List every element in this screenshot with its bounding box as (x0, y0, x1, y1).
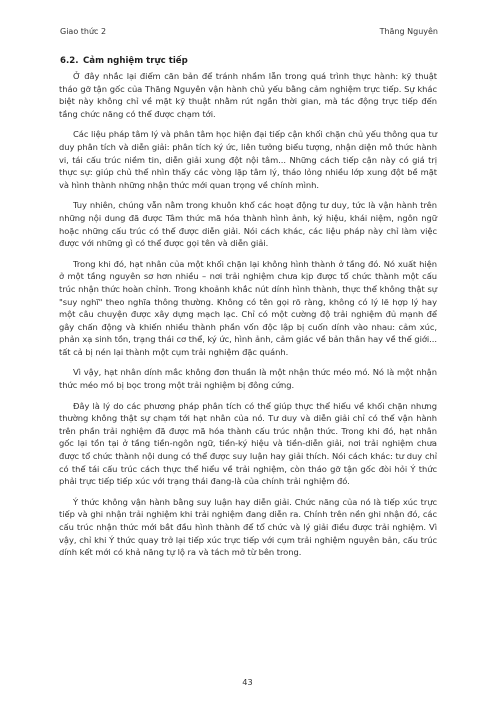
header-book-title: Giao thức 2 (60, 27, 107, 36)
section-heading (60, 56, 188, 66)
page-number: 43 (242, 677, 253, 687)
paragraph-3: Tuy nhiên, chúng vẫn nằm trong khuôn khổ các hoạt động tư duy, tức là vận hành trên những nội dung đã được Tâm thức mã hóa thành hình ảnh, ký hiệu, khái niệm, ngôn ngữ hoặc những cấu trúc có thể được diễn giải. Nói cách khác, các liệu pháp này chỉ làm việc được với những gì có thể được gọi tên và diễn giải. (59, 200, 437, 249)
header-author: Thăng Nguyên (379, 27, 438, 36)
paragraph-7: Ý thức không vận hành bằng suy luận hay diễn giải. Chức năng của nó là tiếp xúc trực tiếp và ghi nhận trải nghiệm khi trải nghiệm đang diễn ra. Chính trên nền ghi nhận đó, các cấu trúc nhận thức mới bắt đầu hình thành để tổ chức và lý giải điều được trải nghiệm. Vì vậy, chỉ khi Ý thức quay trở lại tiếp xúc trực tiếp với cụm trải nghiệm nguyên bản, cấu trúc dính kết mới có khả năng tự lộ ra và tách mở từ bên trong. (59, 496, 437, 558)
body-text (59, 70, 437, 567)
section-title: Cảm nghiệm trực tiếp (83, 56, 188, 66)
paragraph-6: Đây là lý do các phương pháp phân tích có thể giúp thực thể hiểu về khối chặn nhưng thường không thật sự chạm tới hạt nhân của nó. Tư duy và diễn giải chỉ có thể vận hành trên phần trải nghiệm đã được mã hóa thành cấu trúc nhận thức. Trong khi đó, hạt nhân gốc lại tồn tại ở tầng tiền-ngôn ngữ, tiền-ký hiệu và tiền-diễn giải, nơi trải nghiệm chưa được tổ chức thành nội dung có thể được suy luận hay giải thích. Nói cách khác: tư duy chỉ có thể tái cấu trúc cách thực thể hiểu về trải nghiệm, còn tháo gỡ tận gốc đòi hỏi Ý thức phải trực tiếp tiếp xúc với trạng thái đang-là của chính trải nghiệm đó. (59, 400, 437, 487)
section-number: 6.2. (60, 56, 79, 66)
paragraph-5: Vì vậy, hạt nhân dính mắc không đơn thuần là một nhận thức méo mó. Nó là một nhận thức méo mó bị bọc trong một trải nghiệm bị đông cứng. (59, 367, 437, 391)
paragraph-1: Ở đây nhắc lại điểm căn bản để tránh nhầm lẫn trong quá trình thực hành: kỹ thuật tháo gỡ tận gốc của Thăng Nguyên vận hành chủ yếu bằng cảm nghiệm trực tiếp. Sự khác biệt này không chỉ về mặt kỹ thuật nhằm rút ngắn thời gian, mà tác động trực tiếp đến tầng chức năng có thể được chạm tới. (59, 71, 437, 119)
running-header (60, 27, 438, 36)
paragraph-2: Các liệu pháp tâm lý và phân tâm học hiện đại tiếp cận khối chặn chủ yếu thông qua tư duy phân tích và diễn giải: phân tích ký ức, liên tưởng biểu tượng, nhận diện mô thức hành vi, tái cấu trúc niềm tin, diễn giải xung đột nội tâm... Những cách tiếp cận này có giá trị thực sự: giúp chủ thể nhìn thấy các vòng lặp tâm lý, tháo lỏng nhiều lớp xung đột bề mặt và hình thành những nhận thức mới quan trọng về chính mình. (59, 129, 437, 190)
paragraph-4: Trong khi đó, hạt nhân của một khối chặn lại không hình thành ở tầng đó. Nó xuất hiện ở một tầng nguyên sơ hơn nhiều – nơi trải nghiệm chưa kịp được tổ chức thành một cấu trúc nhận thức hoàn chỉnh. Trong khoảnh khắc nút dính hình thành, thực thể không thật sự "suy nghĩ" theo nghĩa thông thường. Không có tên gọi rõ ràng, không có lý lẽ hợp lý hay một câu chuyện được xây dựng mạch lạc. Chỉ có một cường độ trải nghiệm đủ mạnh để gây chấn động và khiến nhiều thành phần vốn độc lập bị cuốn dính vào nhau: cảm xúc, phản xạ sinh tồn, trạng thái cơ thể, ký ức, hình ảnh, cảm giác về bản thân hay về thế giới... tất cả bị nén lại thành một cụm trải nghiệm đặc quánh. (59, 258, 437, 357)
